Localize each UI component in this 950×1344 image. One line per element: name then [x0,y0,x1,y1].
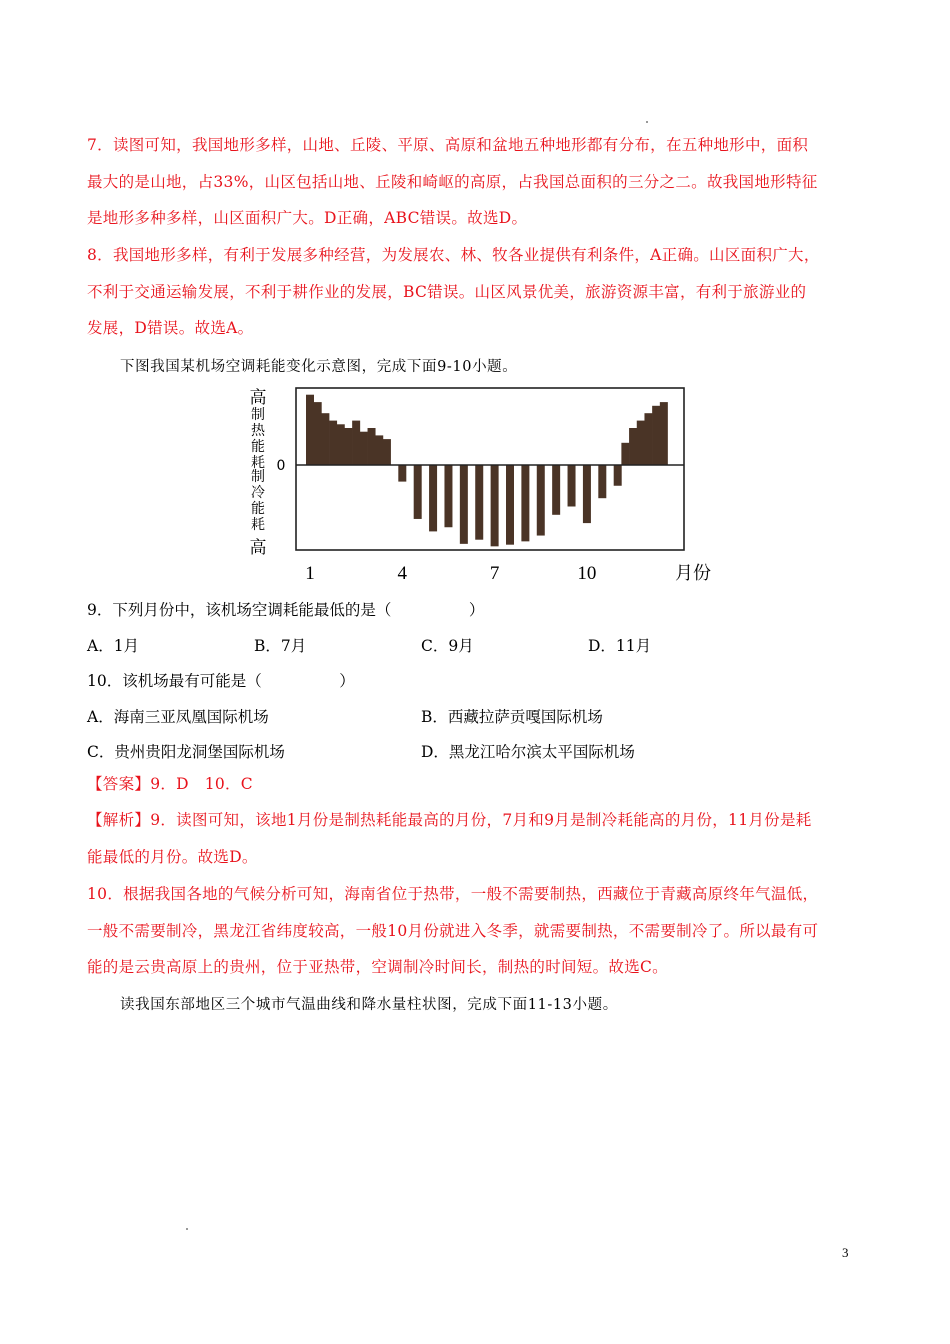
q9-option-d: D．11月 [588,637,652,655]
scan-speck [186,1228,188,1230]
cooling-bar [398,465,406,482]
x-tick-label: 7 [489,563,500,584]
heating-bar [352,421,360,465]
cooling-bar [568,465,576,507]
explanation-q8 [87,237,867,347]
heating-bar [621,443,629,465]
text-line: 能的是云贵高原上的贵州，位于亚热带，空调制冷时间长，制热的时间短。故选C。 [87,958,668,976]
scan-speck [646,121,648,123]
cooling-bar [414,465,422,519]
question-10-stem: 10．该机场最有可能是（ ） [87,672,355,690]
text-line: 8．我国地形多样，有利于发展多种经营，为发展农、林、牧各业提供有利条件，A正确。山区面积广大， [87,246,820,264]
x-axis-label: 月份 [675,563,711,584]
text-line: 10．根据我国各地的气候分析可知，海南省位于热带，一般不需要制热，西藏位于青藏高原终年气温低， [87,885,819,903]
text-line: 能最低的月份。故选D。 [87,847,258,866]
cooling-bar [429,465,437,531]
heating-bar [314,402,322,465]
text-line: 一般不需要制冷，黑龙江省纬度较高，一般10月份就进入冬季，就需要制热，不需要制冷了。所以最有可 [87,921,819,940]
cooling-bar [460,465,468,544]
heating-bar [344,428,352,465]
cooling-bar [444,465,452,527]
text-line: 是地形多种多样，山区面积广大。D正确，ABC错误。故选D。 [87,209,528,227]
cooling-bar [521,465,529,541]
cooling-bar [506,465,514,545]
y-low-label: 高 [249,538,267,558]
x-tick-label: 10 [577,563,597,584]
heating-bar [306,395,314,465]
text-line: 7．读图可知，我国地形多样，山地、丘陵、平原、高原和盆地五种地形都有分布，在五种地形中，面积 [87,136,809,154]
analysis-q10 [87,876,867,986]
heating-bar [337,424,345,465]
answer-line [87,766,867,803]
text-line: 不利于交通运输发展，不利于耕作业的发展，BC错误。山区风景优美，旅游资源丰富，有利于旅游业的 [87,282,807,301]
heating-bar [360,432,368,465]
q10-option-d: D．黑龙江哈尔滨太平国际机场 [421,743,635,761]
energy-chart-svg [240,383,720,588]
heating-label-char: 耗 [251,455,265,471]
heating-bar [637,421,645,465]
heating-bar [652,406,660,465]
next-figure-intro: 读我国东部地区三个城市气温曲线和降水量柱状图，完成下面11-13小题。 [120,997,618,1013]
q10-option-a: A．海南三亚凤凰国际机场 [87,708,269,726]
page-number: 3 [842,1245,849,1260]
heating-series [306,395,668,465]
analysis-q9 [87,802,867,875]
text-line: 发展，D错误。故选A。 [87,319,254,337]
cooling-bar [491,465,499,546]
y-axis-labels [251,407,266,533]
heating-bar [375,435,383,465]
figure-intro: 下图我国某机场空调耗能变化示意图，完成下面9-10小题。 [120,359,518,375]
cooling-bar [537,465,545,536]
heating-bar [368,428,376,465]
heating-bar [383,439,391,465]
cooling-label-char: 冷 [251,485,265,501]
answer-text: 【答案】9．D 10．C [87,775,253,793]
q9-option-a: A．1月 [87,637,140,655]
y-zero-label: 0 [276,458,286,474]
y-high-label: 高 [249,388,267,408]
cooling-bar [552,465,560,515]
cooling-label-char: 耗 [251,517,265,533]
x-tick-labels [305,563,596,584]
heating-bar [329,421,337,465]
cooling-bar [583,465,591,523]
heating-label-char: 制 [251,407,265,423]
heating-bar [644,413,652,465]
text-line: 【解析】9．读图可知，该地1月份是制热耗能最高的月份，7月和9月是制冷耗能高的月份，11月份是耗 [87,811,812,829]
cooling-series [398,465,621,546]
heating-bar [321,413,329,465]
x-tick-label: 4 [397,563,408,584]
heating-label-char: 热 [251,423,265,439]
q9-option-c: C．9月 [421,637,474,655]
x-tick-label: 1 [305,563,315,584]
question-9-stem: 9．下列月份中，该机场空调耗能最低的是（ ） [87,601,485,619]
heating-bar [660,402,668,465]
q10-option-b: B．西藏拉萨贡嘎国际机场 [421,708,603,726]
text-line: 最大的是山地，占33%，山区包括山地、丘陵和崎岖的高原，占我国总面积的三分之二。故我国地形特征 [87,172,818,191]
cooling-label-char: 能 [251,501,265,517]
cooling-bar [614,465,622,486]
explanation-q7 [87,127,867,237]
energy-chart [240,383,720,588]
heating-bar [629,428,637,465]
heating-label-char: 能 [251,439,265,455]
plot-frame [296,388,684,550]
cooling-label-char: 制 [251,469,265,485]
cooling-bar [475,465,483,540]
cooling-bar [598,465,606,498]
q9-option-b: B．7月 [254,637,307,655]
q10-option-c: C．贵州贵阳龙洞堡国际机场 [87,743,285,761]
